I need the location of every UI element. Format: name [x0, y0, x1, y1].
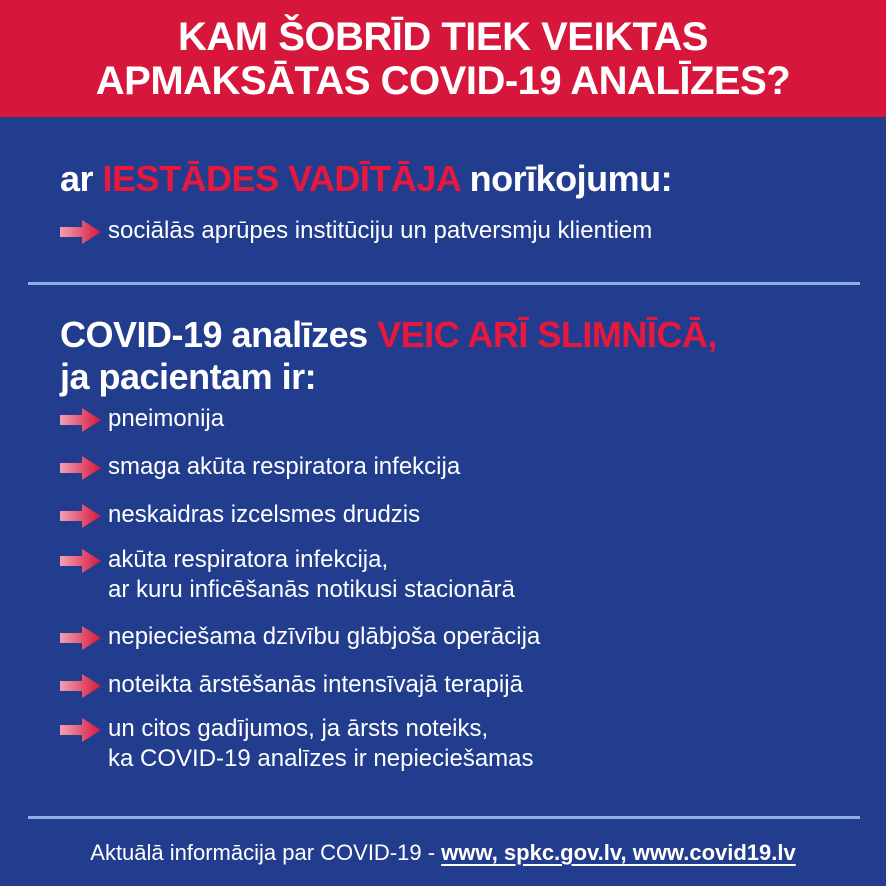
arrow-right-icon: [60, 407, 102, 433]
section2-heading-accent: VEIC ARĪ SLIMNĪCĀ,: [377, 314, 717, 355]
section-hospital: [60, 314, 717, 398]
title-line-1: KAM ŠOBRĪD TIEK VEIKTAS: [177, 14, 708, 59]
footer-links[interactable]: www, spkc.gov.lv, www.covid19.lv: [441, 840, 796, 865]
arrow-shape: [60, 718, 101, 742]
list-item: [60, 622, 540, 652]
list-item: [60, 452, 460, 482]
list-item-text: akūta respiratora infekcija, ar kuru inficēšanās notikusi stacionārā: [108, 546, 515, 603]
arrow-right-icon: [60, 717, 102, 743]
list-item-text: smaga akūta respiratora infekcija: [108, 453, 461, 480]
list-item-text: pneimonija: [108, 405, 225, 432]
footer-text: Aktuālā informācija par COVID-19 -: [90, 840, 442, 865]
section-manager-order: [60, 158, 672, 200]
arrow-shape: [60, 674, 101, 698]
arrow-right-icon: [60, 219, 102, 245]
arrow-right-icon: [60, 625, 102, 651]
arrow-right-icon: [60, 548, 102, 574]
arrow-shape: [60, 626, 101, 650]
list-item-text: un citos gadījumos, ja ārsts noteiks, ka COVID-19 analīzes ir nepieciešamas: [108, 715, 534, 772]
list-item: [60, 216, 652, 246]
list-item-text: neskaidras izcelsmes drudzis: [108, 501, 421, 528]
arrow-shape: [60, 220, 101, 244]
list-item-text: noteikta ārstēšanās intensīvajā terapijā: [108, 671, 523, 698]
list-item-text: sociālās aprūpes institūciju un patversmju klientiem: [108, 217, 653, 244]
list-item: [60, 404, 224, 434]
arrow-right-icon: [60, 455, 102, 481]
list-item: [60, 545, 515, 605]
title-line-2: APMAKSĀTAS COVID-19 ANALĪZES?: [95, 58, 791, 103]
section2-heading: [60, 314, 717, 356]
list-item-text: nepieciešama dzīvību glābjoša operācija: [108, 623, 541, 650]
arrow-right-icon: [60, 503, 102, 529]
footer: [0, 838, 886, 868]
section1-heading-accent: IESTĀDES VADĪTĀJA: [102, 158, 461, 199]
arrow-shape: [60, 504, 101, 528]
arrow-shape: [60, 549, 101, 573]
section1-heading-post: norīkojumu:: [460, 158, 673, 199]
divider: [28, 282, 860, 285]
list-item: [60, 714, 534, 774]
section1-heading-pre: ar: [60, 158, 103, 199]
arrow-right-icon: [60, 673, 102, 699]
arrow-shape: [60, 408, 101, 432]
list-item: [60, 670, 523, 700]
list-item: [60, 500, 420, 530]
section2-heading-line2: ja pacientam ir:: [60, 356, 317, 397]
section2-heading-pre: COVID-19 analīzes: [60, 314, 378, 355]
footer-divider: [28, 816, 860, 819]
arrow-shape: [60, 456, 101, 480]
section1-heading: [60, 158, 672, 200]
header-banner: [0, 0, 886, 117]
